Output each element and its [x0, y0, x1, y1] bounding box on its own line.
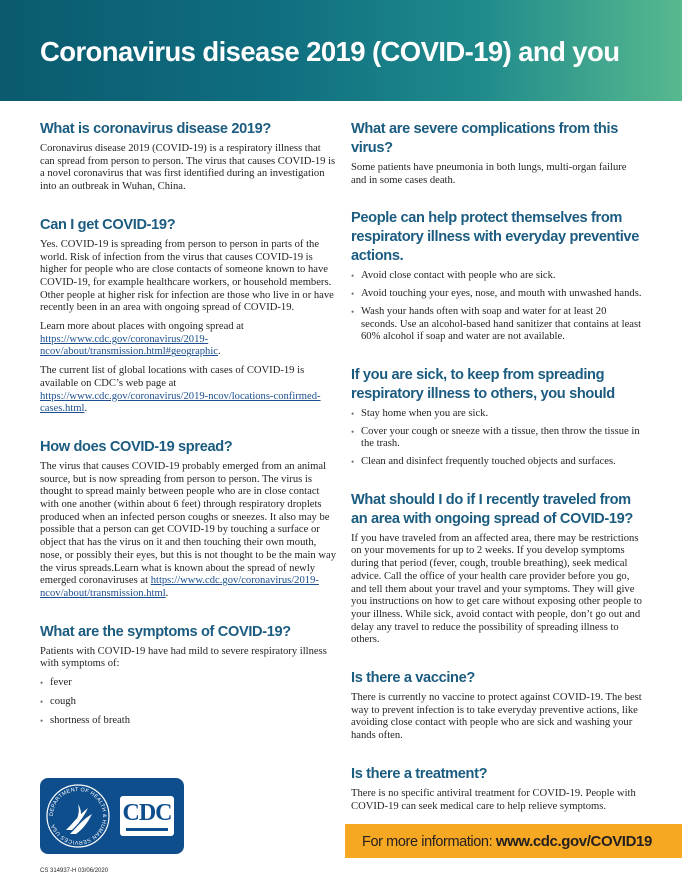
- symptom-list: [40, 677, 336, 727]
- list-item: • fever: [40, 677, 336, 690]
- agency-logo-panel: [40, 778, 184, 854]
- transmission-geographic-link[interactable]: https://www.cdc.gov/coronavirus/2019-ncov/about/transmission.html#geographic: [40, 333, 219, 358]
- section-heading: Is there a treatment?: [351, 765, 488, 782]
- prevention-list: [351, 270, 644, 344]
- page-title: Coronavirus disease 2019 (COVID-19) and you: [40, 36, 620, 67]
- section-traveled: [351, 491, 644, 647]
- punctuation: .: [218, 346, 221, 358]
- section-heading: Is there a vaccine?: [351, 670, 475, 687]
- section-symptoms: [40, 623, 336, 728]
- cdc-logo-swoosh: [126, 828, 168, 831]
- right-column: [351, 120, 644, 835]
- section-heading: What is coronavirus disease 2019?: [40, 121, 271, 137]
- list-item: • Avoid close contact with people who are sick.: [351, 270, 644, 283]
- left-column: [40, 120, 336, 749]
- section-vaccine: [351, 669, 644, 743]
- section-heading: Can I get COVID-19?: [40, 216, 176, 233]
- list-item: • cough: [40, 696, 336, 709]
- section-body: Patients with COVID-19 have had mild to severe respiratory illness with symptoms of:: [40, 645, 327, 670]
- section-heading: How does COVID-19 spread?: [40, 438, 233, 455]
- list-item: • Avoid touching your eyes, nose, and mouth with unwashed hands.: [351, 288, 644, 301]
- more-info-text: [362, 833, 652, 850]
- section-heading: If you are sick, to keep from spreading respiratory illness to others, you should: [351, 366, 615, 402]
- section-heading: What are the symptoms of COVID-19?: [40, 623, 291, 640]
- list-item: • Wash your hands often with soap and water for at least 20 seconds. Use an alcohol-based hand sanitizer that contains at least 60% alcohol if soap and water are not available.: [351, 306, 644, 344]
- section-protect: [351, 209, 644, 344]
- list-item: • Clean and disinfect frequently touched objects and surfaces.: [351, 456, 644, 469]
- section-complications: [351, 120, 644, 187]
- locations-text: The current list of global locations with cases of COVID-19 is available on CDC’s web page at: [40, 365, 305, 389]
- section-body: Coronavirus disease 2019 (COVID-19) is a respiratory illness that can spread from person to person. The virus that causes COVID-19 is a novel coronavirus that was first identified during an investigation into an outbreak in Wuhan, China.: [40, 143, 336, 193]
- hhs-seal-icon: [44, 782, 112, 850]
- section-how-spread: [40, 438, 336, 601]
- locations-confirmed-cases-link[interactable]: https://www.cdc.gov/coronavirus/2019-ncov/locations-confirmed-cases.html: [40, 390, 321, 415]
- section-body: [40, 461, 336, 601]
- section-heading: What should I do if I recently traveled from an area with ongoing spread of COVID-19?: [351, 491, 633, 527]
- if-sick-list: [351, 408, 644, 469]
- learn-more-paragraph: [40, 321, 336, 359]
- section-body: Yes. COVID-19 is spreading from person to person in parts of the world. Risk of infection from the virus that causes COVID-19 is higher for people who are close contacts of someone known to have COVID-19, for example healthcare workers, or household members. Other people at higher risk for infection are those who live in or have recently been in an area with ongoing spread of COVID-19.: [40, 238, 334, 314]
- section-heading: People can help protect themselves from respiratory illness with everyday preventive actions.: [351, 210, 639, 265]
- locations-paragraph: [40, 365, 336, 416]
- publication-code: CS 314937-H 03/06/2020: [40, 868, 109, 874]
- punctuation: .: [84, 403, 88, 415]
- more-info-label: For more information:: [362, 834, 496, 850]
- section-body: If you have traveled from an affected area, there may be restrictions on your movements for up to 2 weeks. If you develop symptoms during that period (fever, cough, trouble breathing), seek medical advice. Call the office of your health care provider before you go, and tell them about your travel and your symptoms. They will give you instructions on how to get care without exposing other people to your illness. While sick, avoid contact with people, don’t go out and delay any travel to reduce the possibility of spreading illness to others.: [351, 532, 642, 646]
- section-body: Some patients have pneumonia in both lungs, multi-organ failure and in some cases death.: [351, 162, 627, 186]
- seal-text: DEPARTMENT OF HEALTH & HUMAN SERVICES USA: [48, 786, 108, 846]
- section-if-sick: [351, 366, 644, 469]
- list-item: • Stay home when you are sick.: [351, 408, 644, 421]
- transmission-link[interactable]: https://www.cdc.gov/coronavirus/2019-ncov/about/transmission.html: [40, 575, 319, 599]
- title-banner: [0, 0, 682, 101]
- more-info-url[interactable]: www.cdc.gov/COVID19: [495, 833, 652, 850]
- section-what-is: [40, 120, 336, 194]
- more-info-bar: [345, 824, 682, 858]
- punctuation: .: [165, 587, 169, 599]
- section-heading: What are severe complications from this virus?: [351, 121, 618, 156]
- cdc-logo-text: CDC: [122, 800, 172, 826]
- cdc-logo: [120, 796, 174, 836]
- section-can-i-get: [40, 216, 336, 416]
- list-item: • shortness of breath: [40, 715, 336, 728]
- section-body: There is currently no vaccine to protect against COVID-19. The best way to prevent infection is to take everyday preventive actions, like avoiding close contact with people who are sick and washing your hands often.: [351, 692, 642, 742]
- section-body: There is no specific antiviral treatment for COVID-19. People with COVID-19 can seek medical care to help relieve symptoms.: [351, 787, 636, 812]
- list-item: • Cover your cough or sneeze with a tissue, then throw the tissue in the trash.: [351, 426, 644, 451]
- learn-more-text: Learn more about places with ongoing spread at: [40, 321, 244, 333]
- section-treatment: [351, 765, 644, 813]
- spread-text: The virus that causes COVID-19 probably emerged from an animal source, but is now spreading from person to person. The virus is thought to spread mainly between people who are in close contact with one another (within about 6 feet) through respiratory droplets produced when an infected person coughs or sneezes. It also may be possible that a person can get COVID-19 by touching a surface or object that has the virus on it and then touching their own mouth, nose, or possibly their eyes, but this is not thought to be the main way the virus spreads.Learn what is known about the spread of newly emerged coronaviruses at: [40, 460, 337, 587]
